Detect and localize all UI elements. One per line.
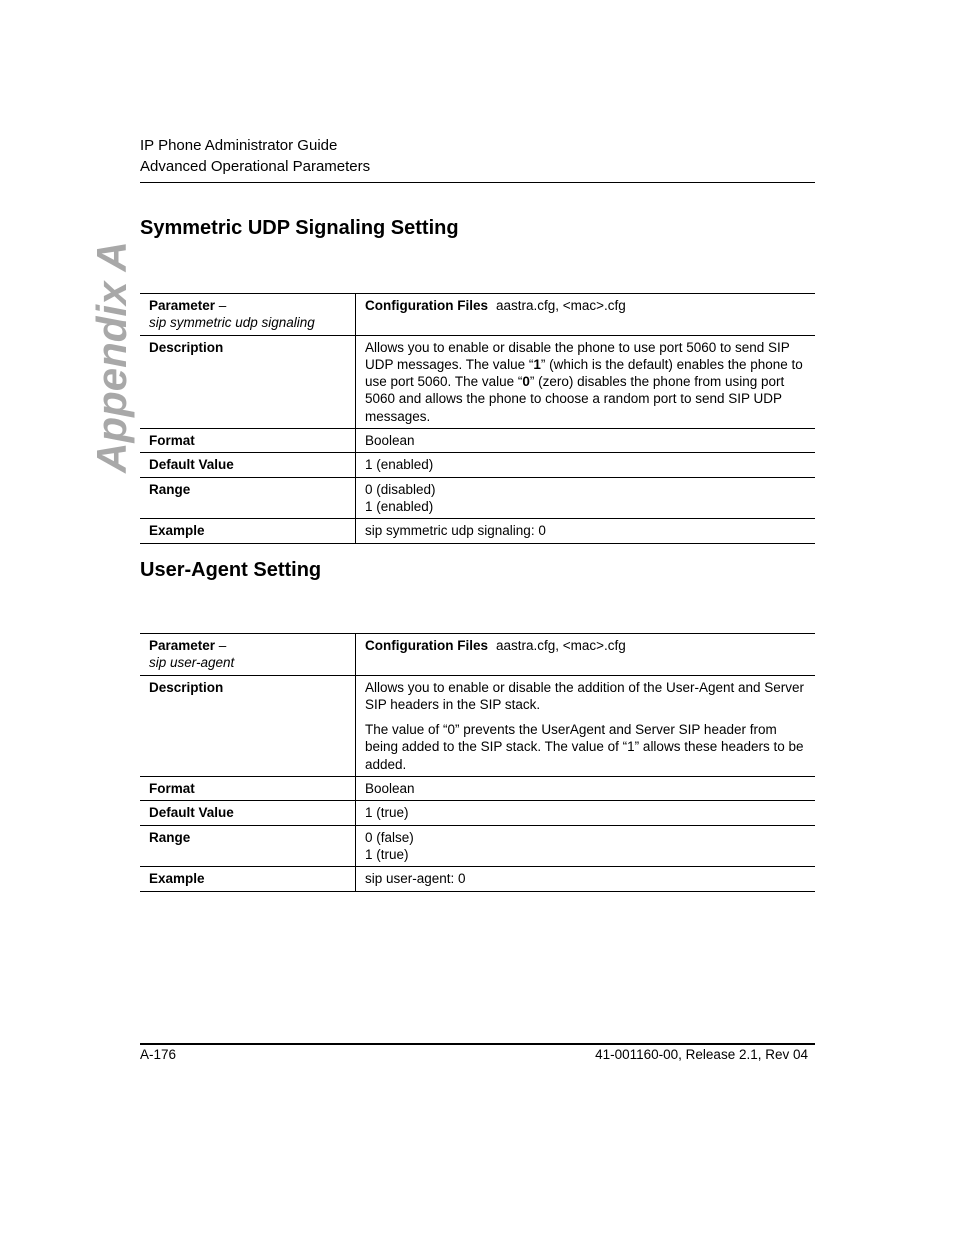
table-row-format <box>140 429 815 453</box>
section-title-symmetric-udp: Symmetric UDP Signaling Setting <box>140 217 459 239</box>
table-row-parameter <box>140 294 815 336</box>
range-option: 1 (enabled) <box>365 498 434 514</box>
symmetric-udp-parameter-table <box>140 293 815 544</box>
description-label: Description <box>140 675 356 776</box>
config-files-cell <box>356 634 816 676</box>
parameter-label: Parameter <box>149 638 216 653</box>
table-row-example <box>140 519 815 543</box>
config-files-label: Configuration Files <box>365 298 488 313</box>
description-text-3: ” (zero) disables the phone from using port 5060 and allows the phone to choose a random port to send SIP UDP messages. <box>365 374 785 424</box>
config-files-value: aastra.cfg, <mac>.cfg <box>496 638 626 653</box>
description-text-1: Allows you to enable or disable the phone to use port 5060 to send SIP UDP messages. The value “ <box>365 339 790 372</box>
description-value-one: 1 <box>533 356 541 372</box>
parameter-name: sip user-agent <box>149 655 235 671</box>
footer-rule <box>140 1043 815 1045</box>
header-chapter-title: Advanced Operational Parameters <box>140 158 371 175</box>
range-option: 0 (false) <box>365 829 414 845</box>
default-value: 1 (enabled) <box>356 453 816 477</box>
description-text-2: ” (which is the default) enables the phone to use port 5060. The value “ <box>365 356 803 390</box>
range-value <box>356 825 816 867</box>
parameter-name: sip symmetric udp signaling <box>149 315 315 331</box>
format-value: Boolean <box>356 777 816 801</box>
parameter-cell <box>140 634 356 676</box>
config-files-value: aastra.cfg, <mac>.cfg <box>496 298 626 313</box>
example-value: sip symmetric udp signaling: 0 <box>356 519 816 543</box>
table-row-format <box>140 777 815 801</box>
default-value-label: Default Value <box>140 801 356 825</box>
section-title-user-agent: User-Agent Setting <box>140 559 322 581</box>
description-value-zero: 0 <box>522 374 530 390</box>
range-option: 1 (true) <box>365 846 409 862</box>
description-label: Description <box>140 335 356 428</box>
format-value: Boolean <box>356 429 816 453</box>
document-id: 41-001160-00, Release 2.1, Rev 04 <box>595 1047 808 1062</box>
parameter-cell <box>140 294 356 336</box>
description-paragraph: Allows you to enable or disable the addition of the User-Agent and Server SIP headers in the SIP stack. <box>365 679 805 712</box>
description-value <box>356 675 816 776</box>
table-row-default-value <box>140 453 815 477</box>
format-label: Format <box>140 777 356 801</box>
appendix-side-tab <box>82 241 142 473</box>
table-row-example <box>140 867 815 891</box>
header-guide-title: IP Phone Administrator Guide <box>140 137 338 154</box>
range-label: Range <box>140 825 356 867</box>
table-row-description <box>140 335 815 428</box>
description-value <box>356 335 816 428</box>
table-row-description <box>140 675 815 776</box>
table-row-range <box>140 825 815 867</box>
table-row-default-value <box>140 801 815 825</box>
running-header <box>140 135 370 177</box>
parameter-dash: – <box>215 298 227 313</box>
description-paragraph: The value of “0” prevents the UserAgent and Server SIP header from being added to the SIP stack. The value of “1” allows these headers to be added. <box>365 722 804 772</box>
header-rule <box>140 182 815 183</box>
parameter-label: Parameter <box>149 298 216 313</box>
range-value <box>356 477 816 519</box>
table-row-parameter <box>140 634 815 676</box>
config-files-cell <box>356 294 816 336</box>
parameter-dash: – <box>215 638 227 653</box>
example-label: Example <box>140 867 356 891</box>
range-option: 0 (disabled) <box>365 481 436 497</box>
example-label: Example <box>140 519 356 543</box>
user-agent-parameter-table <box>140 633 815 892</box>
page-number: A-176 <box>140 1047 177 1062</box>
config-files-label: Configuration Files <box>365 638 488 653</box>
table-row-range <box>140 477 815 519</box>
default-value-label: Default Value <box>140 453 356 477</box>
range-label: Range <box>140 477 356 519</box>
example-value: sip user-agent: 0 <box>356 867 816 891</box>
appendix-side-tab-label: Appendix A <box>88 241 135 473</box>
default-value: 1 (true) <box>356 801 816 825</box>
format-label: Format <box>140 429 356 453</box>
